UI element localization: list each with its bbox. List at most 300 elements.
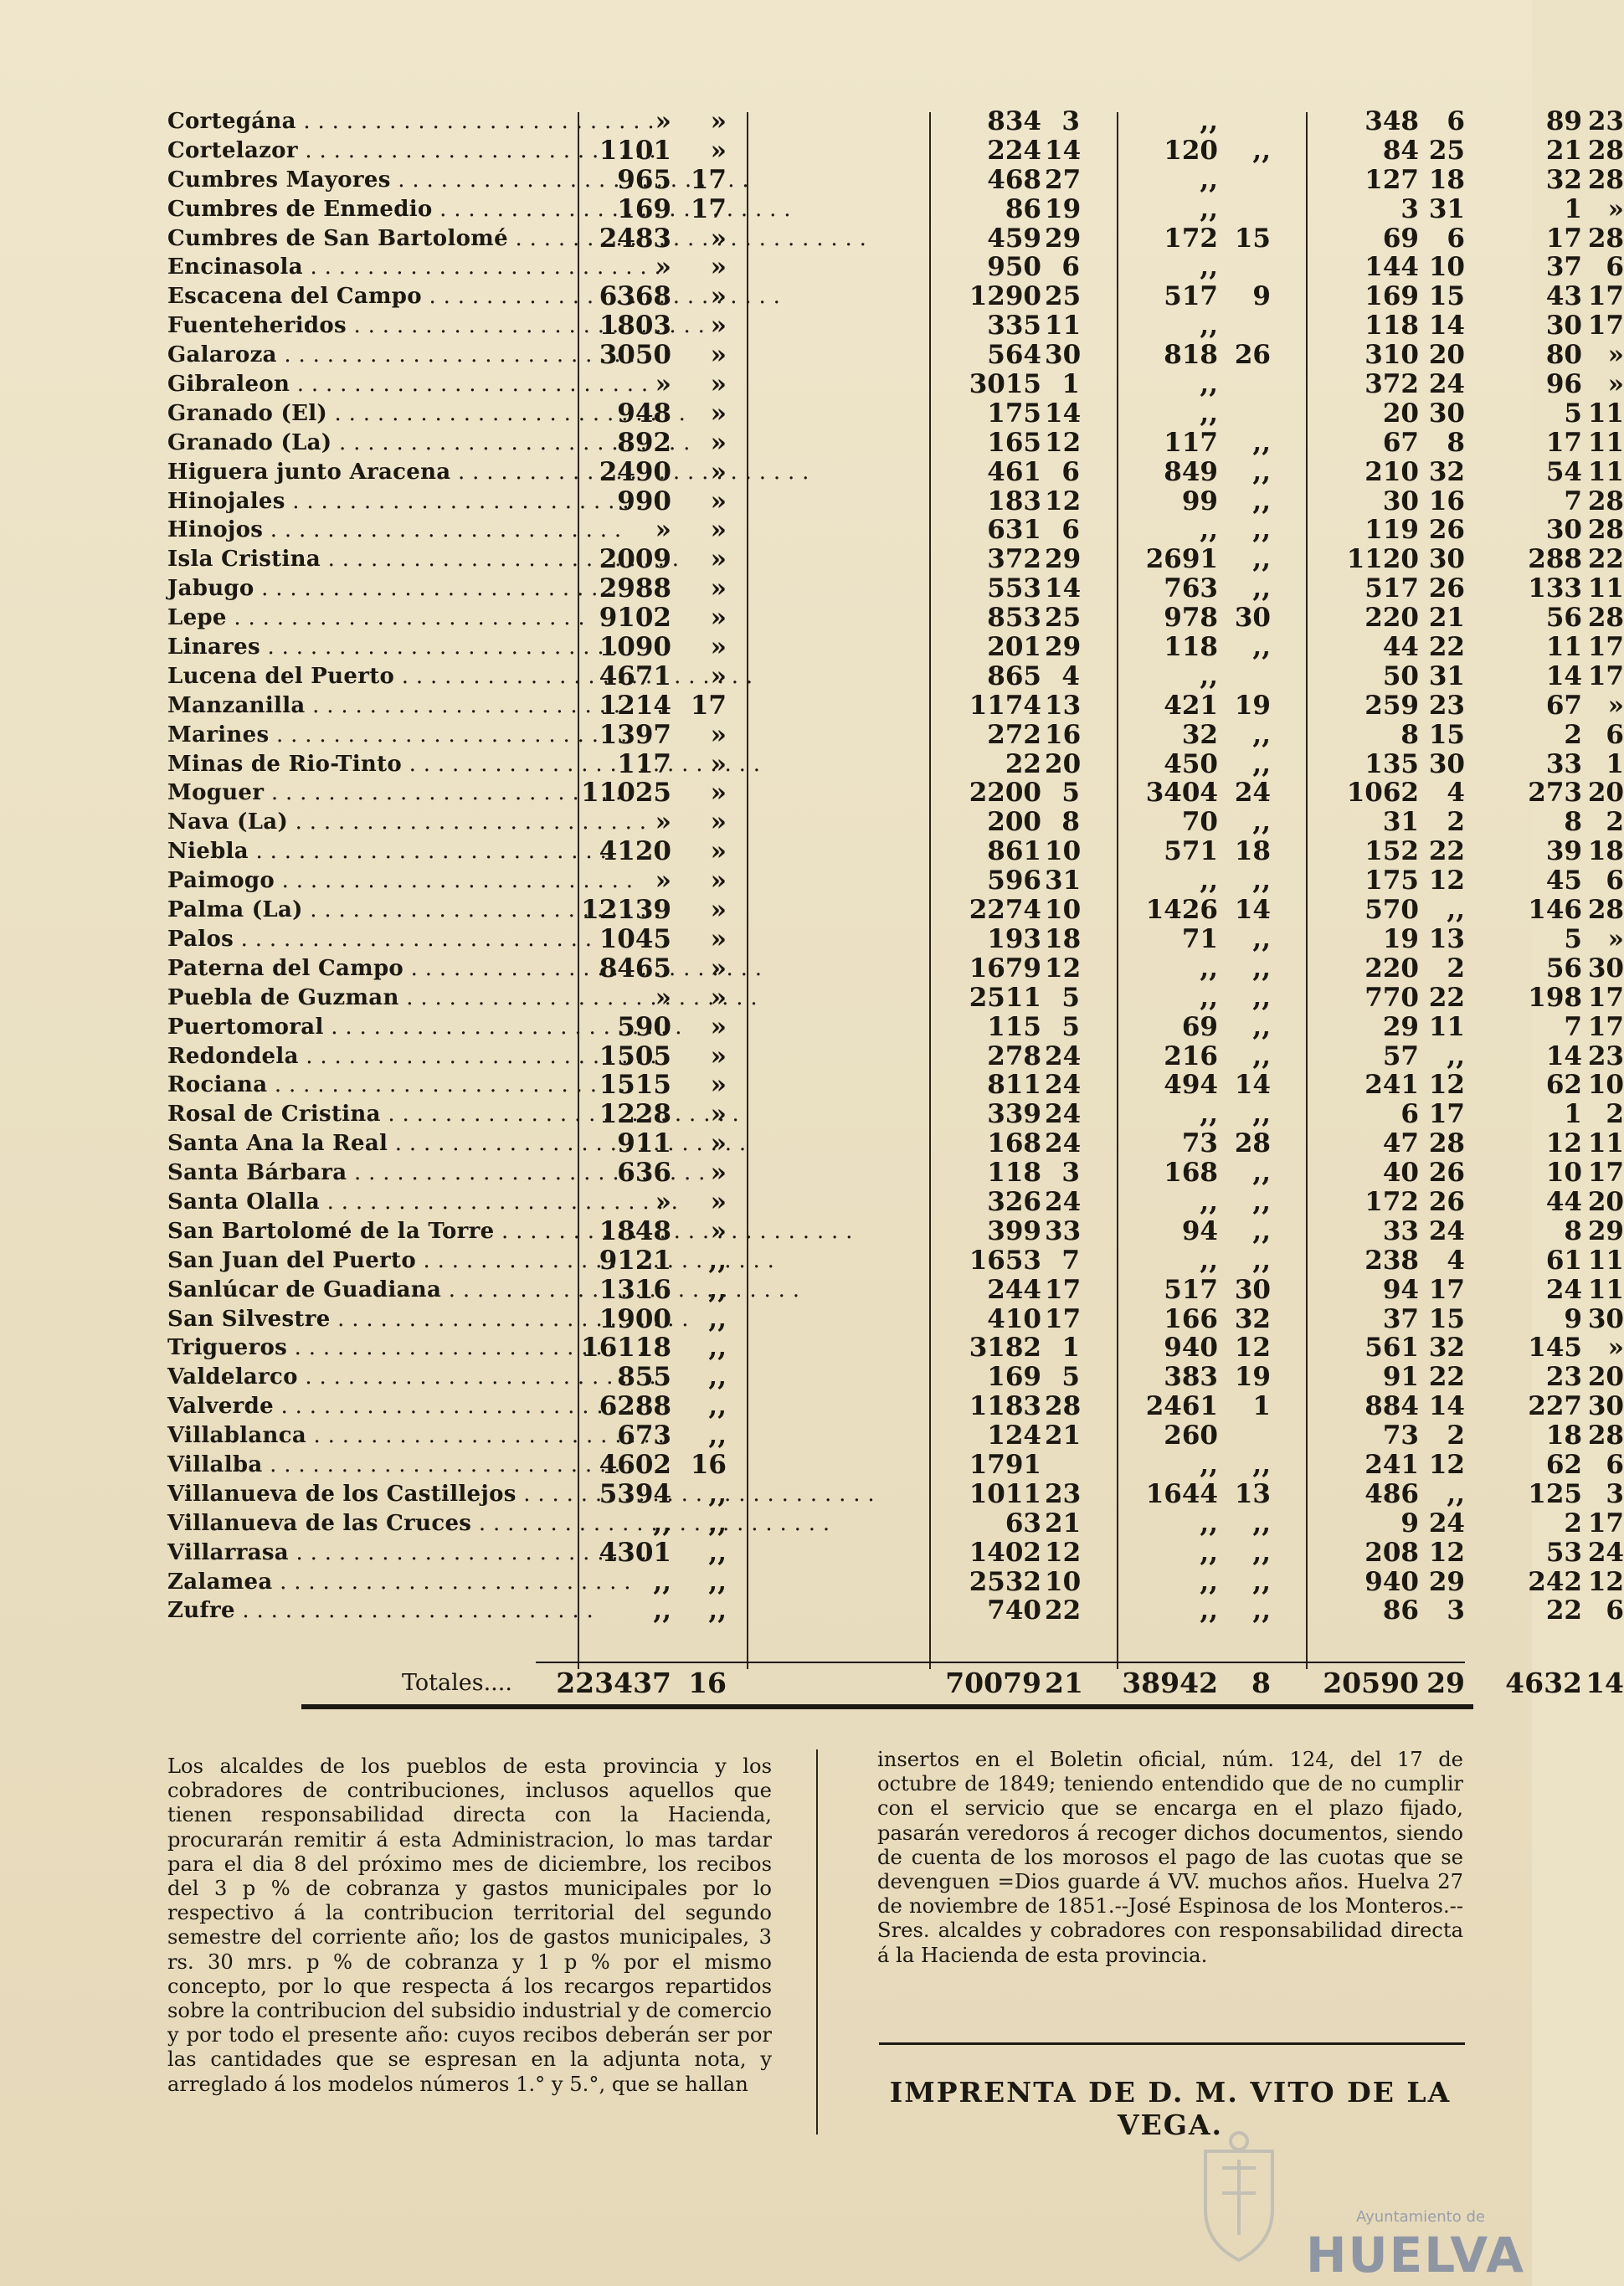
table-row (167, 690, 1624, 721)
municipality-name: Escacena del Campo . . . (167, 282, 536, 311)
ledger-cell-c2b: 17 (1045, 1274, 1082, 1305)
ledger-cell-c3b: 19 (1234, 690, 1271, 721)
ledger-cell-c3b: 14 (1234, 1070, 1271, 1101)
ledger-cell-c2b: 20 (1045, 748, 1082, 779)
ledger-cell-c5a: 53 (1545, 1537, 1582, 1568)
ledger-cell-c1b: » (710, 953, 727, 984)
ledger-cell-c2b: 29 (1045, 544, 1082, 575)
ledger-cell-c1a: 1900 (599, 1303, 671, 1334)
ledger-cell-c2b: 17 (1045, 1303, 1082, 1334)
ledger-cell-c5a: 198 (1528, 982, 1582, 1013)
municipality-name: Puebla de Guzman . . . (167, 984, 536, 1013)
ledger-cell-c3b: 24 (1234, 778, 1271, 809)
municipality-name: Jabugo . . . (167, 574, 536, 604)
ledger-cell-c3a: ,, (1200, 311, 1218, 342)
ledger-cell-c5a: 5 (1564, 923, 1582, 954)
ledger-cell-c2a: 1791 (969, 1449, 1041, 1480)
ledger-cell-c5a: 2 (1564, 719, 1582, 750)
ledger-cell-c2a: 3182 (969, 1333, 1041, 1364)
ledger-cell-c2b: 10 (1045, 836, 1082, 867)
ledger-cell-c5b: 28 (1587, 485, 1624, 516)
ledger-cell-c3b: ,, (1252, 982, 1271, 1013)
ledger-cell-c5b: 11 (1587, 456, 1624, 487)
ledger-cell-c3a: 818 (1164, 340, 1218, 371)
ledger-cell-c4a: 57 (1382, 1040, 1419, 1071)
ledger-cell-c4a: 517 (1364, 573, 1419, 604)
ledger-cell-c1b: » (710, 311, 727, 342)
ledger-cell-c1b: » (710, 603, 727, 634)
ledger-cell-c1b: » (710, 456, 727, 487)
ledger-cell-c4b: 15 (1428, 1303, 1465, 1334)
ledger-cell-c5b: » (1607, 193, 1624, 224)
ledger-cell-c4b: 17 (1428, 1274, 1465, 1305)
ledger-cell-c5b: 6 (1606, 866, 1624, 896)
ledger-cell-c3a: ,, (1200, 515, 1218, 546)
table-row (167, 223, 1624, 254)
ledger-cell-c5a: 56 (1545, 953, 1582, 984)
ledger-cell-c5a: 18 (1545, 1420, 1582, 1451)
ledger-cell-c5a: 24 (1545, 1274, 1582, 1305)
ledger-cell-c4b: 14 (1428, 311, 1465, 342)
ledger-cell-c1a: 2988 (599, 573, 671, 604)
ledger-cell-c5a: 30 (1545, 515, 1582, 546)
table-row (167, 456, 1624, 487)
table-row (167, 164, 1624, 195)
ledger-cell-c3b: ,, (1252, 427, 1271, 458)
ledger-cell-c4a: 3 (1400, 193, 1419, 224)
ledger-cell-c5a: 43 (1545, 281, 1582, 312)
ledger-cell-c1a: 636 (617, 1158, 671, 1189)
ledger-cell-c3a: 3404 (1145, 778, 1218, 809)
ledger-cell-c1a: 12139 (581, 895, 671, 926)
ledger-cell-c5a: 145 (1528, 1333, 1582, 1364)
table-row (167, 135, 1624, 166)
municipality-name: Hinojos . . . (167, 516, 536, 545)
ledger-cell-c2a: 631 (987, 515, 1041, 546)
ledger-cell-c4a: 91 (1382, 1362, 1419, 1393)
ledger-cell-c3a: 166 (1164, 1303, 1218, 1334)
ledger-cell-c3a: 69 (1181, 1011, 1218, 1042)
ledger-cell-c5b: 11 (1587, 427, 1624, 458)
ledger-cell-c3b: ,, (1252, 573, 1271, 604)
ledger-cell-c3a: ,, (1200, 1245, 1218, 1276)
ledger-cell-c4b: ,, (1447, 1478, 1465, 1509)
ledger-cell-c3b: 30 (1234, 1274, 1271, 1305)
table-row (167, 923, 1624, 954)
municipality-name: Nava (La) . . . (167, 808, 536, 837)
table-row (167, 1011, 1624, 1042)
ledger-cell-c1a: 117 (617, 748, 671, 779)
ledger-cell-c4a: 310 (1364, 340, 1419, 371)
ledger-cell-c4a: 238 (1364, 1245, 1419, 1276)
ledger-cell-c3a: 99 (1181, 485, 1218, 516)
totals-c4b: 29 (1426, 1667, 1465, 1699)
ledger-cell-c5a: 22 (1545, 1595, 1582, 1626)
ledger-cell-c1a: 6368 (599, 281, 671, 312)
municipality-name: Higuera junto Aracena . . . (167, 458, 536, 487)
table-row (167, 252, 1624, 283)
ledger-cell-c2a: 459 (987, 223, 1041, 254)
ledger-cell-c4a: 47 (1382, 1128, 1419, 1159)
table-row (167, 1040, 1624, 1071)
municipality-name: Santa Ana la Real . . . (167, 1129, 536, 1158)
ledger-cell-c4b: 17 (1428, 1099, 1465, 1130)
ledger-cell-c5a: 89 (1545, 106, 1582, 136)
ledger-cell-c4b: 24 (1428, 1508, 1465, 1539)
municipality-name: Moguer . . . (167, 778, 536, 808)
ledger-cell-c1b: » (710, 427, 727, 458)
table-row (167, 632, 1624, 663)
ledger-cell-c4a: 770 (1364, 982, 1419, 1013)
ledger-cell-c4b: 30 (1428, 544, 1465, 575)
ledger-cell-c3a: ,, (1200, 193, 1218, 224)
ledger-cell-c4a: 220 (1364, 953, 1419, 984)
ledger-cell-c2a: 1183 (969, 1391, 1041, 1422)
municipality-name: Paterna del Campo . . . (167, 954, 536, 984)
ledger-cell-c1a: 3050 (599, 340, 671, 371)
ledger-cell-c4a: 67 (1382, 427, 1419, 458)
ledger-cell-c3b: ,, (1252, 719, 1271, 750)
municipality-name: Rosal de Cristina . . . (167, 1100, 536, 1129)
ledger-cell-c5a: 146 (1528, 895, 1582, 926)
ledger-cell-c4a: 30 (1382, 485, 1419, 516)
ledger-cell-c2b: 3 (1061, 1158, 1080, 1189)
ledger-cell-c3a: ,, (1200, 982, 1218, 1013)
table-row (167, 982, 1624, 1013)
ledger-cell-c1a: » (655, 106, 671, 136)
ledger-cell-c1b: » (710, 544, 727, 575)
ledger-cell-c1a: 4301 (599, 1537, 671, 1568)
ledger-cell-c2b: 5 (1061, 1011, 1080, 1042)
ledger-cell-c4b: 2 (1447, 1420, 1465, 1451)
ledger-cell-c5b: 6 (1606, 719, 1624, 750)
ledger-cell-c4a: 29 (1382, 1011, 1419, 1042)
ledger-cell-c3a: ,, (1200, 1566, 1218, 1597)
table-row (167, 1158, 1624, 1189)
municipality-name: Villablanca . . . (167, 1421, 536, 1451)
ledger-cell-c4a: 6 (1400, 1099, 1419, 1130)
ledger-cell-c5b: 11 (1587, 398, 1624, 429)
municipality-name: Linares . . . (167, 633, 536, 662)
ledger-cell-c2a: 553 (987, 573, 1041, 604)
ledger-cell-c4a: 40 (1382, 1158, 1419, 1189)
ledger-cell-c3b: ,, (1252, 1215, 1271, 1246)
ledger-cell-c4b: 13 (1428, 923, 1465, 954)
ledger-cell-c1b: » (710, 1070, 727, 1101)
ledger-cell-c5b: 17 (1587, 311, 1624, 342)
ledger-cell-c4a: 884 (1364, 1391, 1419, 1422)
ledger-cell-c5a: 17 (1545, 223, 1582, 254)
ledger-cell-c3b: ,, (1252, 1158, 1271, 1189)
ledger-cell-c3a: ,, (1200, 1099, 1218, 1130)
ledger-cell-c1a: 855 (617, 1362, 671, 1393)
ledger-cell-c2b: 22 (1045, 1595, 1082, 1626)
municipality-name: Zalamea . . . (167, 1568, 536, 1597)
ledger-cell-c1b: » (710, 340, 727, 371)
table-row (167, 281, 1624, 312)
ledger-cell-c3b: ,, (1252, 748, 1271, 779)
ledger-cell-c2a: 950 (987, 252, 1041, 283)
ledger-cell-c2b: 25 (1045, 281, 1082, 312)
table-row (167, 1245, 1624, 1276)
ledger-cell-c2b: 29 (1045, 632, 1082, 663)
ledger-cell-c5a: 2 (1564, 1508, 1582, 1539)
ledger-cell-c3a: 940 (1164, 1333, 1218, 1364)
municipality-name: Isla Cristina . . . (167, 545, 536, 574)
ledger-cell-c4a: 241 (1364, 1070, 1419, 1101)
ledger-cell-c3a: ,, (1200, 1537, 1218, 1568)
ledger-cell-c1b: » (710, 252, 727, 283)
municipality-name: Paimogo . . . (167, 866, 536, 896)
ledger-cell-c1a: 2009 (599, 544, 671, 575)
ledger-cell-c3b: 28 (1234, 1128, 1271, 1159)
ledger-cell-c4a: 69 (1382, 223, 1419, 254)
ledger-cell-c1a: ,, (653, 1508, 671, 1539)
ledger-cell-c4b: 24 (1428, 1215, 1465, 1246)
ledger-cell-c1b: » (710, 398, 727, 429)
ledger-cell-c5a: 17 (1545, 427, 1582, 458)
ledger-cell-c1b: ,, (708, 1391, 727, 1422)
ledger-cell-c4b: 11 (1428, 1011, 1465, 1042)
ledger-cell-c3a: 117 (1164, 427, 1218, 458)
ledger-cell-c2b: 31 (1045, 866, 1082, 896)
ledger-cell-c4a: 220 (1364, 603, 1419, 634)
ledger-cell-c1a: 11025 (581, 778, 671, 809)
municipality-name: Trigueros . . . (167, 1333, 536, 1363)
municipality-name: Marines . . . (167, 721, 536, 750)
table-row (167, 1215, 1624, 1246)
ledger-cell-c3b: ,, (1252, 1099, 1271, 1130)
contribution-ledger (167, 106, 1624, 1626)
ledger-cell-c1a: ,, (653, 1595, 671, 1626)
ledger-cell-c4a: 44 (1382, 632, 1419, 663)
ledger-cell-c1a: 16118 (581, 1333, 671, 1364)
ledger-cell-c4a: 1062 (1346, 778, 1419, 809)
ledger-cell-c4b: 12 (1428, 1537, 1465, 1568)
ledger-cell-c3a: 118 (1164, 632, 1218, 663)
totals-c1b: 16 (688, 1667, 727, 1699)
ledger-cell-c2a: 865 (987, 660, 1041, 691)
ledger-cell-c5a: 11 (1545, 632, 1582, 663)
ledger-cell-c3b: ,, (1252, 1011, 1271, 1042)
ledger-cell-c1a: 1045 (599, 923, 671, 954)
ledger-cell-c4b: 32 (1428, 1333, 1465, 1364)
municipality-name: Villanueva de los Castillejos . . . (167, 1480, 536, 1509)
ledger-cell-c2a: 410 (987, 1303, 1041, 1334)
ledger-cell-c4b: 2 (1447, 953, 1465, 984)
ledger-cell-c4a: 259 (1364, 690, 1419, 721)
ledger-cell-c1b: » (710, 281, 727, 312)
ledger-cell-c1b: » (710, 1128, 727, 1159)
ledger-cell-c2a: 596 (987, 866, 1041, 896)
ledger-cell-c3a: 1644 (1145, 1478, 1218, 1509)
ledger-cell-c3b (1222, 107, 1271, 136)
ledger-cell-c5a: 37 (1545, 252, 1582, 283)
ledger-cell-c5a: 32 (1545, 164, 1582, 195)
ledger-cell-c1b: » (710, 1040, 727, 1071)
ledger-cell-c4b: 30 (1428, 748, 1465, 779)
ledger-cell-c3b: 26 (1234, 340, 1271, 371)
municipality-name: Cumbres Mayores . . . (167, 166, 536, 195)
ledger-cell-c4b: 22 (1428, 836, 1465, 867)
ledger-cell-c2b: 12 (1045, 485, 1082, 516)
printer-imprint: IMPRENTA DE D. M. VITO DE LA VEGA. (889, 2076, 1452, 2141)
ledger-cell-c3a: ,, (1200, 1186, 1218, 1217)
ledger-cell-c3b: 9 (1252, 281, 1271, 312)
ledger-cell-c4a: 50 (1382, 660, 1419, 691)
ledger-cell-c4b: 22 (1428, 982, 1465, 1013)
ledger-cell-c3b: ,, (1252, 866, 1271, 896)
ledger-cell-c5b: 30 (1587, 1391, 1624, 1422)
ledger-cell-c2b: 30 (1045, 340, 1082, 371)
totals-row (167, 1665, 1624, 1702)
ledger-cell-c4b: 2 (1447, 807, 1465, 838)
ledger-cell-c1b: 17 (690, 164, 727, 195)
totals-c3a: 38942 (1122, 1667, 1218, 1699)
ledger-cell-c1b: ,, (708, 1303, 727, 1334)
ledger-cell-c4b: 26 (1428, 515, 1465, 546)
ledger-cell-c2a: 461 (987, 456, 1041, 487)
ledger-cell-c5b: » (1607, 369, 1624, 400)
ledger-cell-c1a: 1505 (599, 1040, 671, 1071)
ledger-cell-c2a: 2274 (969, 895, 1041, 926)
municipality-name: Niebla . . . (167, 837, 536, 866)
ledger-cell-c4b: 21 (1428, 603, 1465, 634)
ledger-cell-c4b: 3 (1447, 1595, 1465, 1626)
ledger-cell-c5a: 54 (1545, 456, 1582, 487)
ledger-cell-c1b: » (710, 485, 727, 516)
ledger-cell-c5b: 28 (1587, 603, 1624, 634)
ledger-cell-c2b: 21 (1045, 1420, 1082, 1451)
column-rule (1306, 112, 1308, 1669)
table-row (167, 807, 1624, 838)
ledger-cell-c5a: 96 (1545, 369, 1582, 400)
ledger-cell-c3b: ,, (1252, 1508, 1271, 1539)
column-rule (578, 112, 579, 1669)
ledger-cell-c3a: 571 (1164, 836, 1218, 867)
ledger-cell-c4a: 86 (1382, 1595, 1419, 1626)
ledger-cell-c4a: 127 (1364, 164, 1419, 195)
ledger-cell-c5a: 44 (1545, 1186, 1582, 1217)
ledger-cell-c1a: 911 (617, 1128, 671, 1159)
ledger-cell-c3b (1222, 399, 1271, 429)
ledger-cell-c1b: » (710, 807, 727, 838)
table-row (167, 778, 1624, 809)
ledger-cell-c1a: 1397 (599, 719, 671, 750)
notice-right-column: insertos en el Boletin oficial, núm. 124, del 17 de octubre de 1849; teniendo entendido que de no cumplir con el servicio que se encarga en el plazo fijado, pasarán veredoros á recoger dichos documentos, siendo de cuenta de los morosos el pago de las cuotas que se devenguen =Dios guarde á VV. muchos años. Huelva 27 de noviembre de 1851.--José Espinosa de los Monteros.--Sres. alcaldes y cobradores con responsabilidad directa á la Hacienda de esta provincia. (877, 1748, 1463, 1967)
ledger-cell-c5b: 28 (1587, 895, 1624, 926)
ledger-cell-c4a: 94 (1382, 1274, 1419, 1305)
table-row (167, 1537, 1624, 1568)
table-row (167, 1478, 1624, 1509)
ledger-cell-c5a: 62 (1545, 1070, 1582, 1101)
municipality-name: Encinasola . . . (167, 253, 536, 282)
ledger-cell-c5b: 17 (1587, 1011, 1624, 1042)
ledger-cell-c4a: 372 (1364, 369, 1419, 400)
ledger-cell-c2a: 124 (987, 1420, 1041, 1451)
ledger-cell-c2a: 3015 (969, 369, 1041, 400)
ledger-cell-c1a: 5394 (599, 1478, 671, 1509)
ledger-cell-c1a: 6288 (599, 1391, 671, 1422)
ledger-cell-c1a: 990 (617, 485, 671, 516)
ledger-cell-c5b: 6 (1606, 1595, 1624, 1626)
ledger-cell-c2a: 175 (987, 398, 1041, 429)
ledger-cell-c1b: 17 (690, 690, 727, 721)
ledger-cell-c3b: 18 (1234, 836, 1271, 867)
ledger-cell-c1b: » (710, 1099, 727, 1130)
ledger-cell-c1a: 965 (617, 164, 671, 195)
table-row (167, 1333, 1624, 1364)
ledger-cell-c3a: 94 (1181, 1215, 1218, 1246)
ledger-cell-c1a: » (655, 807, 671, 838)
ledger-cell-c5a: 8 (1564, 1215, 1582, 1246)
ledger-cell-c1a: 2483 (599, 223, 671, 254)
table-row (167, 573, 1624, 604)
ledger-cell-c4a: 144 (1364, 252, 1419, 283)
ledger-cell-c2b: 24 (1045, 1128, 1082, 1159)
ledger-cell-c1a: 948 (617, 398, 671, 429)
ledger-cell-c1a: » (655, 1186, 671, 1217)
ledger-cell-c1a: 1090 (599, 632, 671, 663)
ledger-cell-c3b: 12 (1234, 1333, 1271, 1364)
ledger-cell-c3b (1222, 1421, 1271, 1451)
ledger-cell-c4b: 26 (1428, 1186, 1465, 1217)
ledger-cell-c2a: 2511 (969, 982, 1041, 1013)
ledger-cell-c5b: 11 (1587, 1274, 1624, 1305)
ledger-cell-c3a: ,, (1200, 398, 1218, 429)
ledger-cell-c1b: » (710, 836, 727, 867)
totals-c3b: 8 (1251, 1667, 1271, 1699)
ledger-cell-c4b: 12 (1428, 866, 1465, 896)
ledger-cell-c3b: ,, (1252, 807, 1271, 838)
ledger-cell-c5b: 17 (1587, 1508, 1624, 1539)
ledger-cell-c3b: 32 (1234, 1303, 1271, 1334)
ledger-cell-c1b: » (710, 748, 727, 779)
municipality-name: Villarrasa . . . (167, 1539, 536, 1568)
ledger-cell-c1b: ,, (708, 1362, 727, 1393)
ledger-cell-c2b: 24 (1045, 1099, 1082, 1130)
municipality-name: Minas de Rio-Tinto . . . (167, 750, 536, 779)
ledger-cell-c3a: ,, (1200, 106, 1218, 136)
municipality-name: Fuenteheridos . . . (167, 311, 536, 341)
ledger-cell-c1a: 9121 (599, 1245, 671, 1276)
ledger-cell-c5b: 11 (1587, 1128, 1624, 1159)
municipality-name: San Silvestre . . . (167, 1305, 536, 1334)
ledger-cell-c2a: 193 (987, 923, 1041, 954)
ledger-cell-c5a: 7 (1564, 1011, 1582, 1042)
ledger-cell-c1b: » (710, 515, 727, 546)
municipality-name: Palos . . . (167, 925, 536, 954)
ledger-cell-c5b: 24 (1587, 1537, 1624, 1568)
ledger-cell-c4b: 18 (1428, 164, 1465, 195)
ledger-cell-c2a: 1011 (969, 1478, 1041, 1509)
ledger-cell-c3a: ,, (1200, 1508, 1218, 1539)
ledger-cell-c1b: » (710, 1215, 727, 1246)
totals-c2a: 70079 (945, 1667, 1041, 1699)
ledger-cell-c4a: 561 (1364, 1333, 1419, 1364)
ledger-cell-c3a: 2691 (1145, 544, 1218, 575)
municipality-name: Santa Olalla . . . (167, 1188, 536, 1217)
table-row (167, 515, 1624, 546)
ledger-cell-c4b: 22 (1428, 632, 1465, 663)
ledger-cell-c4b: 12 (1428, 1449, 1465, 1480)
ledger-cell-c5b: 28 (1587, 223, 1624, 254)
ledger-cell-c4a: 33 (1382, 1215, 1419, 1246)
ledger-cell-c2b: 1 (1061, 369, 1080, 400)
ledger-cell-c4a: 8 (1400, 719, 1419, 750)
ledger-cell-c3b: 30 (1234, 603, 1271, 634)
ledger-cell-c3a: ,, (1200, 866, 1218, 896)
